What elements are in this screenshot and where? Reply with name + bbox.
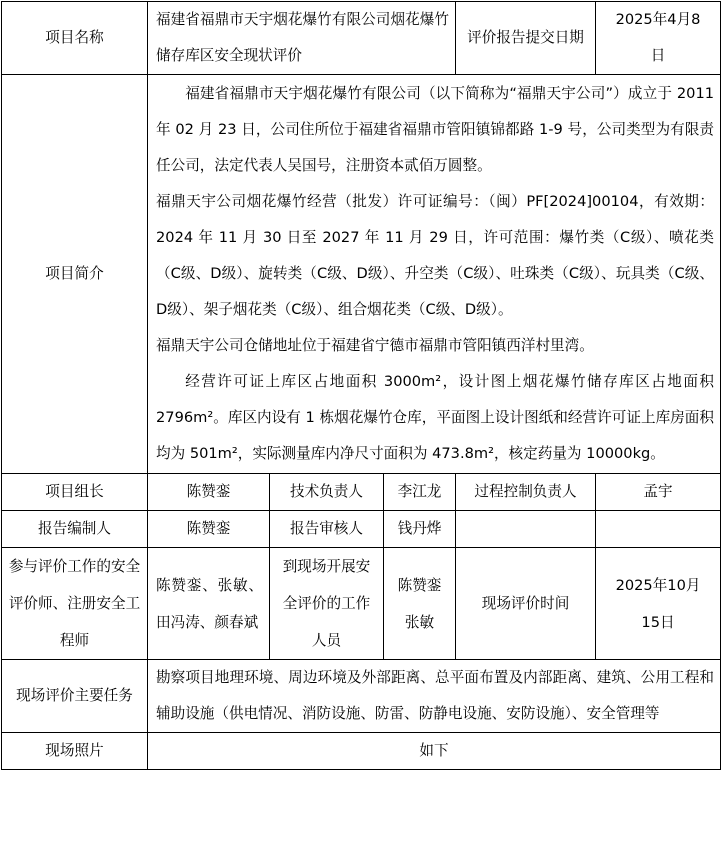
- report-editor-label: 报告编制人: [2, 511, 148, 548]
- project-name-row: [2, 2, 721, 75]
- main-task-label: 现场评价主要任务: [2, 660, 148, 733]
- evaluators-label: 参与评价工作的安全评价师、注册安全工程师: [2, 548, 148, 660]
- team-leader-value: 陈赞銮: [148, 474, 270, 511]
- project-name-label: 项目名称: [2, 2, 148, 75]
- onsite-staff-value: 陈赞銮张敏: [384, 548, 456, 660]
- main-task-value: 勘察项目地理环境、周边环境及外部距离、总平面布置及内部距离、建筑、公用工程和辅助设施（供电情况、消防设施、防雷、防静电设施、安防设施）、安全管理等: [148, 660, 721, 733]
- report-editor-value: 陈赞銮: [148, 511, 270, 548]
- report-date-label: 评价报告提交日期: [456, 2, 596, 75]
- site-photo-row: [2, 733, 721, 770]
- intro-paragraph-area: 经营许可证上库区占地面积 3000m²，设计图上烟花爆竹储存库区占地面积 2796m²。库区内设有 1 栋烟花爆竹仓库，平面图上设计图纸和经营许可证上库房面积均为 501m²，实际测量库内净尺寸面积为 473.8m²，核定药量为 10000kg。: [156, 373, 715, 462]
- evaluators-value: 陈赞銮、张敏、田冯涛、颜春斌: [148, 548, 270, 660]
- main-task-row: [2, 660, 721, 733]
- report-reviewer-label: 报告审核人: [270, 511, 384, 548]
- project-name-value: 福建省福鼎市天宇烟花爆竹有限公司烟花爆竹储存库区安全现状评价: [148, 2, 456, 75]
- tech-lead-value: 李江龙: [384, 474, 456, 511]
- project-intro-content: [148, 75, 721, 474]
- empty-cell: [596, 511, 721, 548]
- project-info-table: [1, 1, 721, 770]
- onsite-staff-label: 到现场开展安全评价的工作人员: [270, 548, 384, 660]
- team-leader-row: [2, 474, 721, 511]
- project-intro-row: [2, 75, 721, 474]
- project-intro-label: 项目简介: [2, 75, 148, 474]
- onsite-time-value: 2025年10月15日: [596, 548, 721, 660]
- empty-cell: [456, 511, 596, 548]
- site-photo-label: 现场照片: [2, 733, 148, 770]
- report-date-value: 2025年4月8日: [596, 2, 721, 75]
- process-control-label: 过程控制负责人: [456, 474, 596, 511]
- intro-paragraph-company: 福建省福鼎市天宇烟花爆竹有限公司（以下简称为“福鼎天宇公司”）成立于 2011 年 02 月 23 日，公司住所位于福建省福鼎市管阳镇锦都路 1-9 号，公司类型为有限责任公司，法定代表人吴国号，注册资本贰佰万圆整。: [156, 85, 715, 174]
- onsite-time-label: 现场评价时间: [456, 548, 596, 660]
- evaluation-team-row: [2, 548, 721, 660]
- report-editor-row: [2, 511, 721, 548]
- process-control-value: 孟宇: [596, 474, 721, 511]
- report-reviewer-value: 钱丹烨: [384, 511, 456, 548]
- team-leader-label: 项目组长: [2, 474, 148, 511]
- intro-paragraph-license: 福鼎天宇公司烟花爆竹经营（批发）许可证编号：（闽）PF[2024]00104，有效期：2024 年 11 月 30 日至 2027 年 11 月 29 日，许可范围：爆竹类（C级）、喷花类（C级、D级）、旋转类（C级、D级）、升空类（C级）、吐珠类（C级）、玩具类（C级、D级）、架子烟花类（C级）、组合烟花类（C级、D级）。: [156, 193, 715, 318]
- site-photo-value: 如下: [148, 733, 721, 770]
- intro-paragraph-address: 福鼎天宇公司仓储地址位于福建省宁德市福鼎市管阳镇西洋村里湾。: [156, 337, 594, 354]
- tech-lead-label: 技术负责人: [270, 474, 384, 511]
